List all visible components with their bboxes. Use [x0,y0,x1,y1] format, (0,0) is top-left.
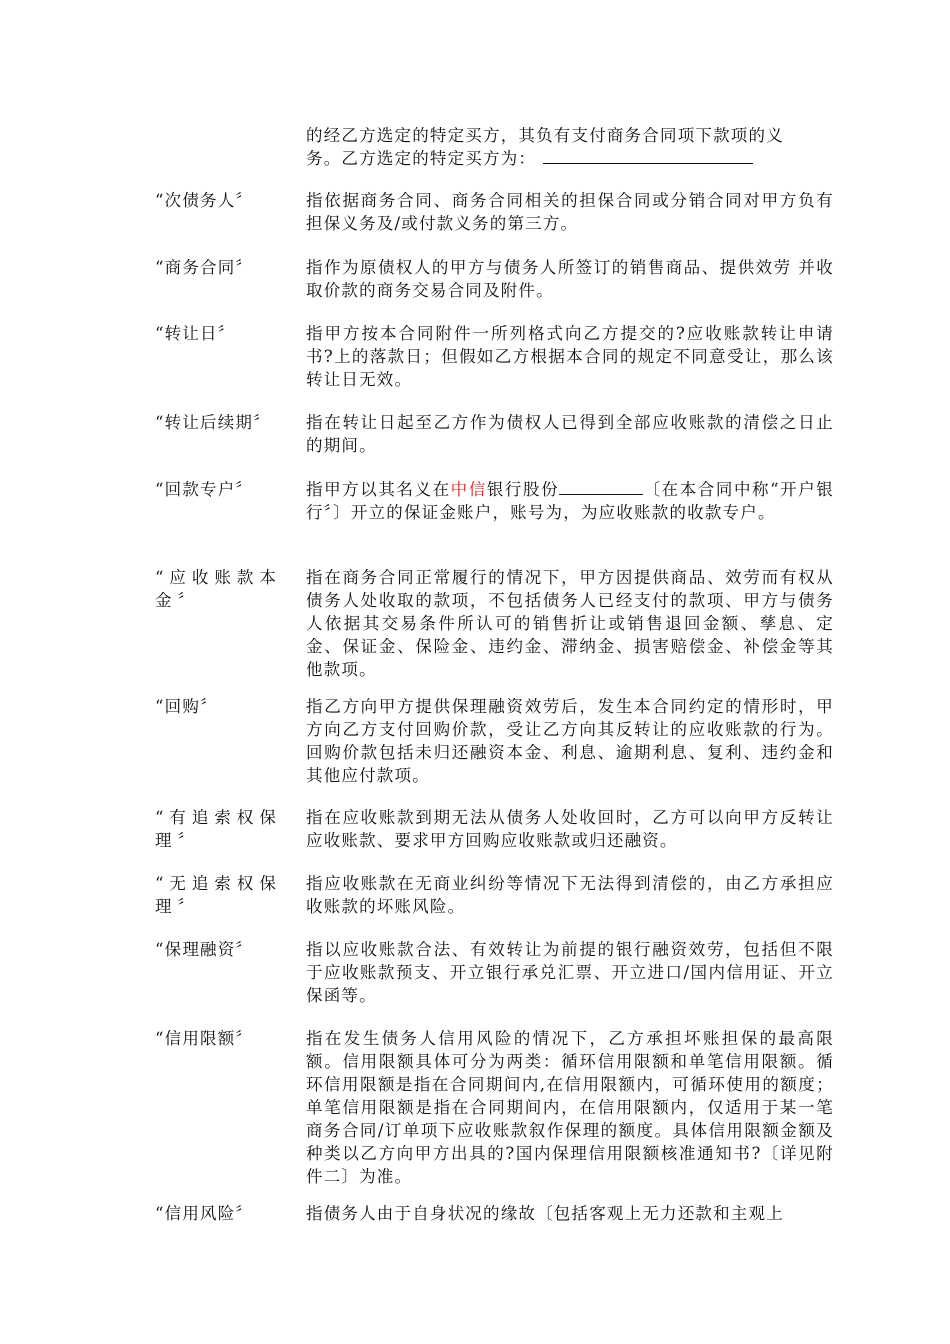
buyer-blank-line [543,149,753,164]
intro-line-2: 务。乙方选定的特定买方为： [306,149,537,168]
term-post-transfer-period: “转让后续期〞 [155,413,271,432]
term-receivables-principal: “应收账款本金〞 [155,568,282,610]
term-recourse-factoring: “有追索权保理〞 [155,808,282,850]
def-recourse-factoring: 指在应收账款到期无法从债务人处收回时，乙方可以向甲方反转让应收账款、要求甲方回购应收账款或归还融资。 [306,808,834,850]
intro-line-1: 的经乙方选定的特定买方，其负有支付商务合同项下款项的义 [306,126,784,145]
term-repurchase: “回购〞 [155,697,218,716]
term-nonrecourse-factoring: “无追索权保理〞 [155,874,282,916]
term-transfer-date: “转让日〞 [155,324,236,343]
def-credit-risk: 指债务人由于自身状况的缘故〔包括客观上无力还款和主观上 [306,1204,784,1223]
def-post-transfer-period: 指在转让日起至乙方作为债权人已得到全部应收账款的清偿之日止的期间。 [306,413,834,455]
def-collection-part-c: 〔在本合同中称“开户银行〞〕开立的保证金账户，账号为，为应收账款的收款专户。 [306,480,834,522]
term-commercial-contract: “商务合同〞 [155,258,254,277]
def-transfer-date: 指甲方按本合同附件一所列格式向乙方提交的?应收账款转让申请书?上的落款日；但假如乙方根据本合同的规定不同意受让，那么该转让日无效。 [306,324,834,389]
def-repurchase: 指乙方向甲方提供保理融资效劳后，发生本合同约定的情形时，甲方向乙方支付回购价款，受让乙方向其反转让的应收账款的行为。回购价款包括未归还融资本金、利息、逾期利息、复利、违约金和其他应付款项。 [306,697,834,785]
def-collection-account [306,478,834,524]
def-receivables-principal: 指在商务合同正常履行的情况下，甲方因提供商品、效劳而有权从债务人处收取的款项，不包括债务人已经支付的款项、甲方与债务人依据其交易条件所认可的销售折让或销售退回金额、孳息、定金、保证金、保险金、违约金、滞纳金、损害赔偿金、补偿金等其他款项。 [306,568,834,679]
def-secondary-debtor: 指依据商务合同、商务合同相关的担保合同或分销合同对甲方负有担保义务及/或付款义务的第三方。 [306,191,834,233]
def-collection-part-a: 指甲方以其名义在 [306,480,451,499]
branch-blank-line [559,480,643,495]
def-collection-part-b: 银行股份 [486,480,560,499]
def-factoring-finance: 指以应收账款合法、有效转让为前提的银行融资效劳，包括但不限于应收账款预支、开立银行承兑汇票、开立进口/国内信用证、开立保函等。 [306,940,834,1005]
def-commercial-contract: 指作为原债权人的甲方与债务人所签订的销售商品、提供效劳 并收取价款的商务交易合同及附件。 [306,258,834,300]
intro-paragraph [306,124,834,170]
def-credit-limit: 指在发生债务人信用风险的情况下，乙方承担坏账担保的最高限额。信用限额具体可分为两类：循环信用限额和单笔信用限额。循环信用限额是指在合同期间内,在信用限额内，可循环使用的额度；单笔信用限额是指在合同期间内，在信用限额内，仅适用于某一笔商务合同/订单项下应收账款叙作保理的额度。具体信用限额金额及种类以乙方向甲方出具的?国内保理信用限额核准通知书?〔详见附件二〕为准。 [306,1029,834,1186]
term-credit-risk: “信用风险〞 [155,1204,254,1223]
bank-name-highlight: 中信 [450,480,487,499]
term-credit-limit: “信用限额〞 [155,1029,254,1048]
term-factoring-finance: “保理融资〞 [155,940,254,959]
def-nonrecourse-factoring: 指应收账款在无商业纠纷等情况下无法得到清偿的，由乙方承担应收账款的坏账风险。 [306,874,834,916]
term-secondary-debtor: “次债务人〞 [155,191,254,210]
term-collection-account: “回款专户〞 [155,480,254,499]
